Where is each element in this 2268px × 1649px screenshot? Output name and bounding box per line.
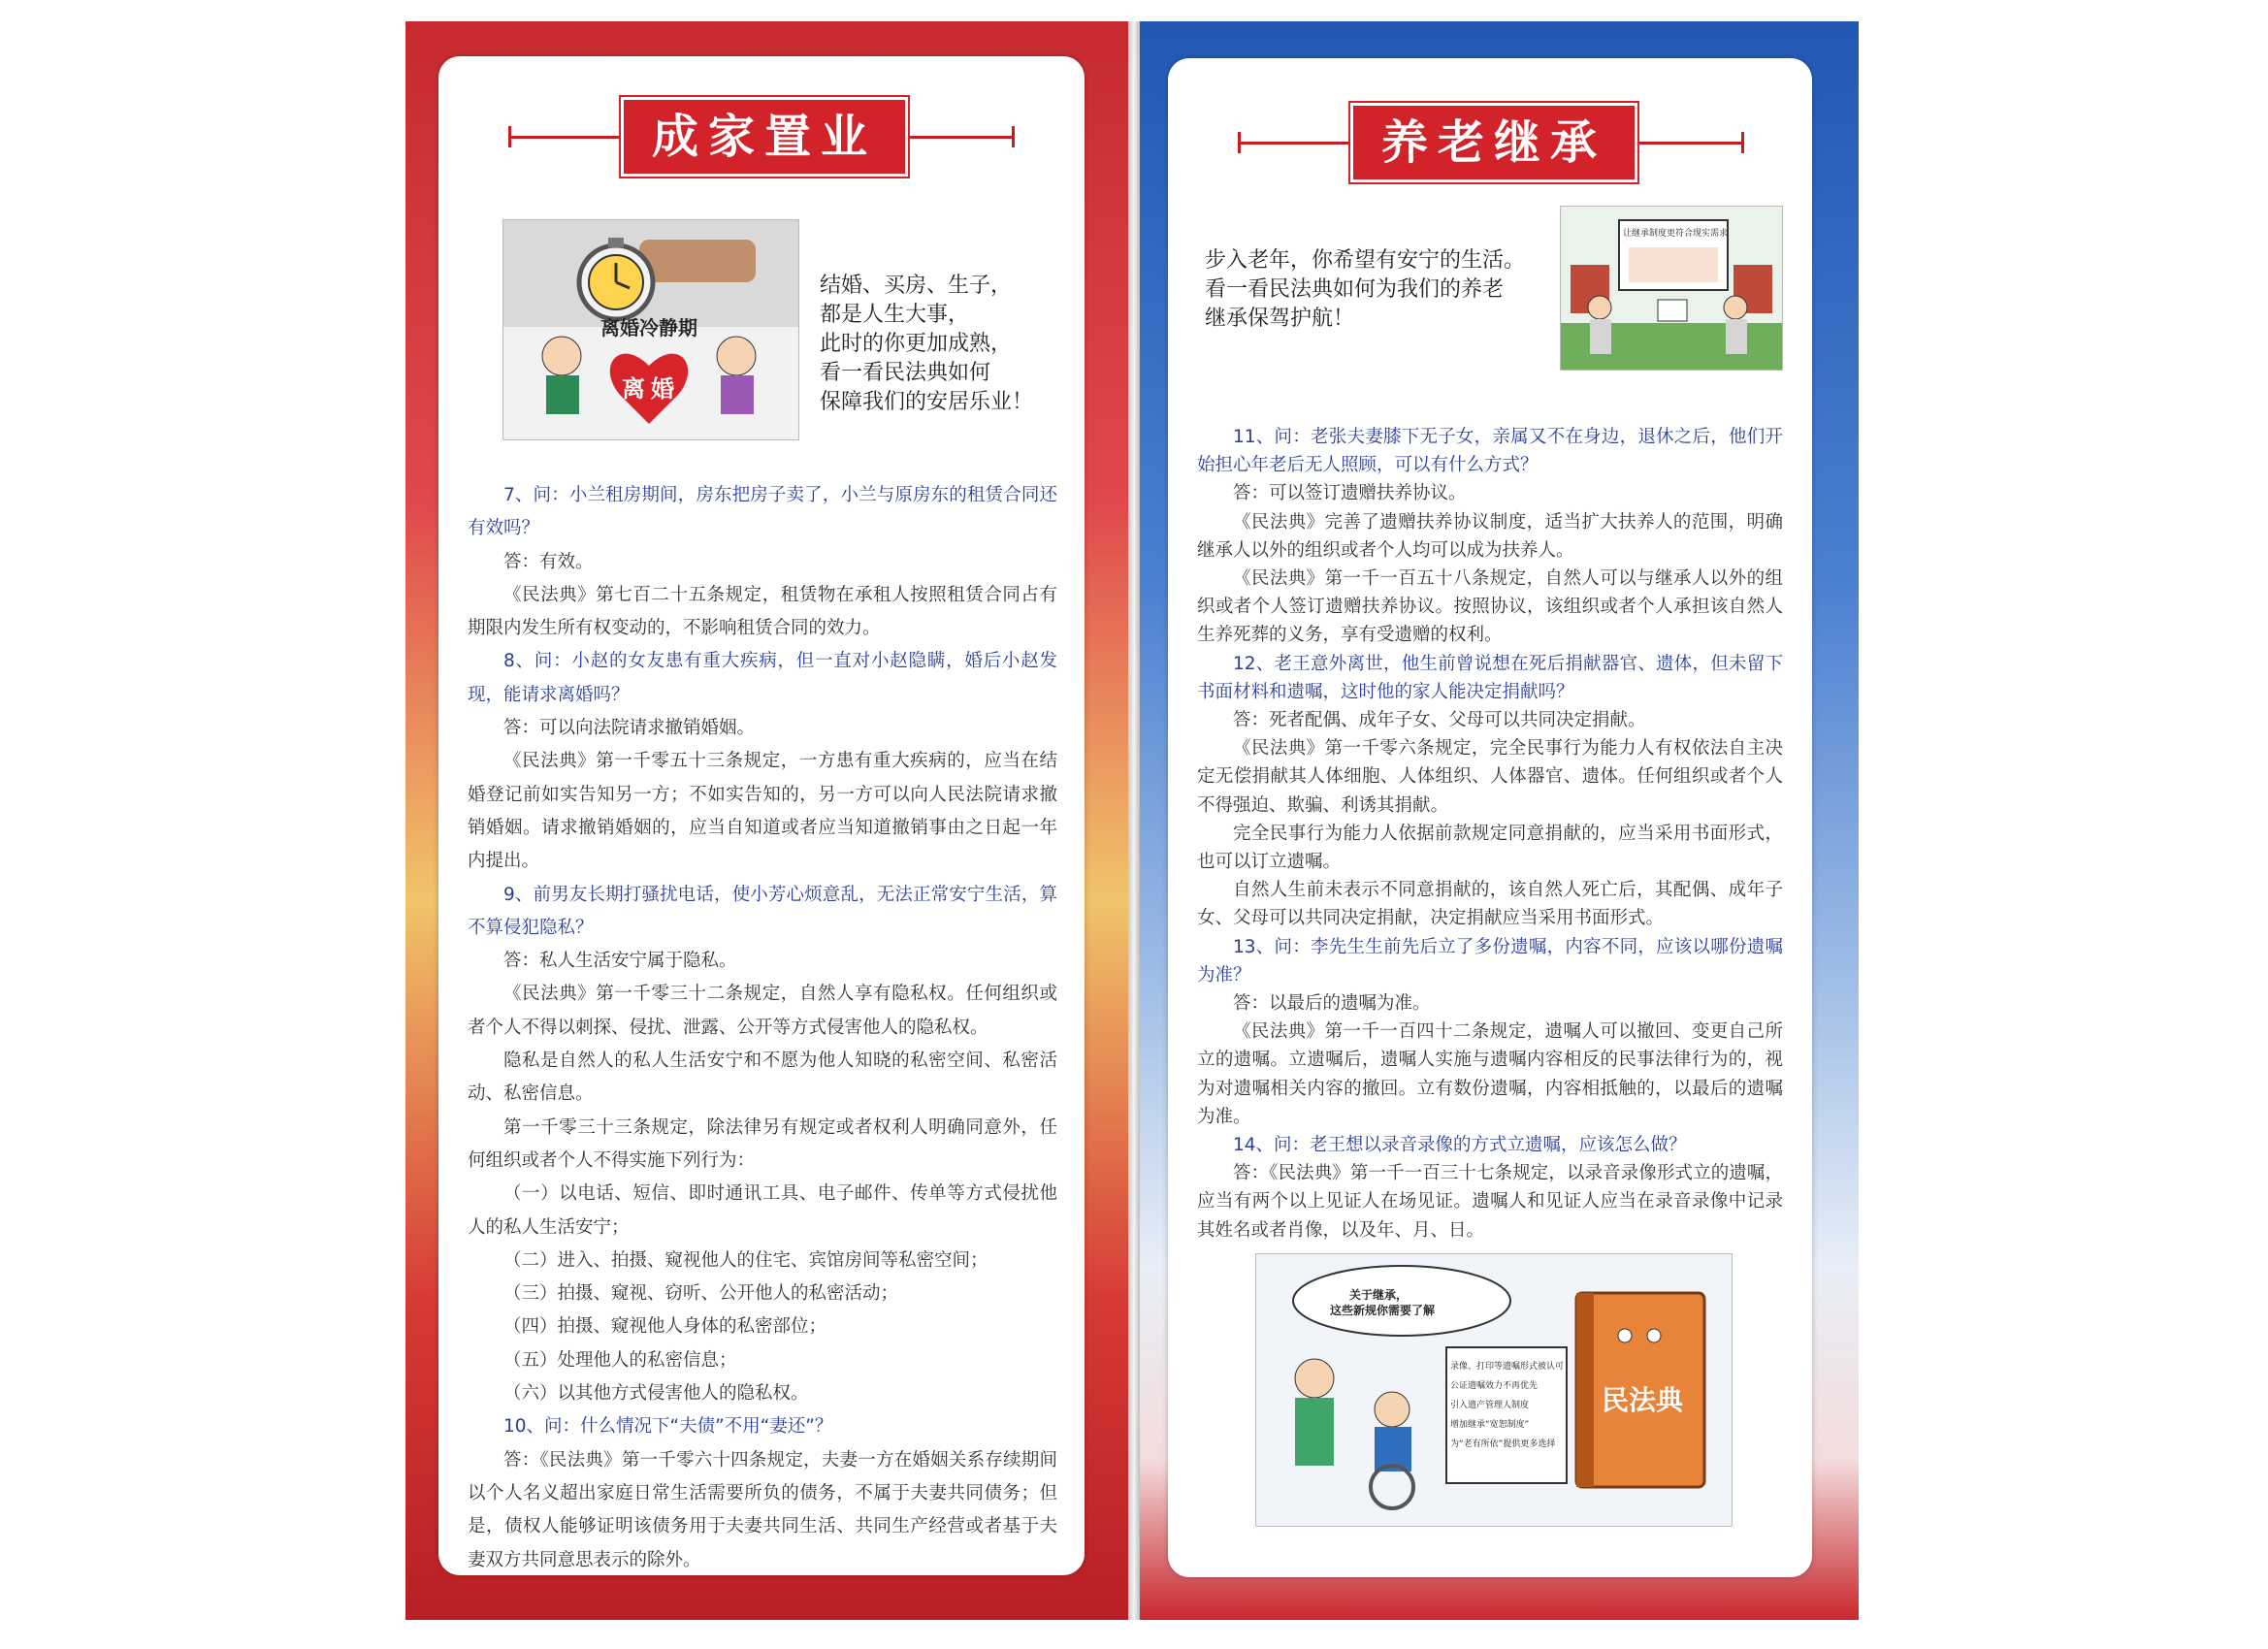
answer-paragraph: （二）进入、拍摄、窥视他人的住宅、宾馆房间等私密空间； — [503, 1249, 988, 1271]
answer-paragraph: 答：《民法典》第一千一百三十七条规定，以录音录像形式立的遗嘱，应当有两个以上见证人在场见证。遗嘱人和见证人应当在录音录像中记录其姓名或者肖像，以及年、月、日。 — [1197, 1163, 1783, 1241]
answer-paragraph: 答：可以签订遗赠扶养协议。 — [1233, 483, 1467, 504]
answer-paragraph: （一）以电话、短信、即时通讯工具、电子邮件、传单等方式侵扰他人的私人生活安宁； — [468, 1183, 1057, 1238]
speech-line-2: 这些新规你需要了解 — [1330, 1304, 1436, 1317]
question-paragraph: 7、问：小兰租房期间，房东把房子卖了，小兰与原房东的租赁合同还有效吗？ — [468, 485, 1057, 539]
answer-paragraph: 第一千零三十三条规定，除法律另有规定或者权利人明确同意外，任何组织或者个人不得实施下列行为： — [468, 1116, 1057, 1171]
answer-paragraph: 自然人生前未表示不同意捐献的，该自然人死亡后，其配偶、成年子女、父母可以共同决定捐献，决定捐献应当采用书面形式。 — [1197, 880, 1783, 929]
brochure — [405, 21, 1859, 1620]
right-intro-line: 步入老年，你希望有安宁的生活。 — [1205, 248, 1526, 273]
left-panel — [438, 56, 1085, 1575]
left-title: 成家置业 — [621, 97, 908, 177]
answer-paragraph: 《民法典》第一千零五十三条规定，一方患有重大疾病的，应当在结婚登记前如实告知另一方；不如实告知的，另一方可以向人民法院请求撤销婚姻。请求撤销婚姻的，应当自知道或者应当知道撤销事由之日起一年内提出。 — [468, 751, 1057, 872]
question-paragraph: 8、问：小赵的女友患有重大疾病，但一直对小赵隐瞒，婚后小赵发现，能请求离婚吗？ — [468, 651, 1057, 705]
left-intro-line: 保障我们的安居乐业！ — [820, 390, 1034, 414]
question-paragraph: 13、问：李先生生前先后立了多份遗嘱，内容不同，应该以哪份遗嘱为准？ — [1197, 936, 1783, 986]
question-paragraph: 14、问：老王想以录音录像的方式立遗嘱，应该怎么做？ — [1233, 1135, 1687, 1156]
speech-line-1: 关于继承， — [1349, 1288, 1409, 1302]
right-panel — [1168, 58, 1812, 1577]
answer-paragraph: 《民法典》第一千一百四十二条规定，遗嘱人可以撤回、变更自己所立的遗嘱。立遗嘱后，遗嘱人实施与遗嘱内容相反的民事法律行为的，视为对遗嘱相关内容的撤回。立有数份遗嘱，内容相抵触的，以最后的遗嘱为准。 — [1197, 1021, 1783, 1127]
divorce-cooling-illustration — [502, 219, 799, 440]
right-intro-line: 看一看民法典如何为我们的养老 — [1205, 277, 1505, 302]
answer-paragraph: 《民法典》第一千一百五十八条规定，自然人可以与继承人以外的组织或者个人签订遗赠扶养协议。按照协议，该组织或者个人承担该自然人生养死葬的义务，享有受遗赠的权利。 — [1197, 568, 1783, 646]
cooling-period-label: 离婚冷静期 — [600, 316, 697, 340]
left-intro-line: 结婚、买房、生子， — [820, 274, 1013, 298]
answer-paragraph: 《民法典》第七百二十五条规定，租赁物在承租人按照租赁合同占有期限内发生所有权变动的，不影响租赁合同的效力。 — [468, 584, 1057, 639]
answer-paragraph: 答：私人生活安宁属于隐私。 — [503, 951, 737, 972]
question-paragraph: 11、问：老张夫妻膝下无子女，亲属又不在身边，退休之后，他们开始担心年老后无人照顾，可以有什么方式？ — [1197, 427, 1783, 476]
answer-paragraph: 《民法典》第一千零三十二条规定，自然人享有隐私权。任何组织或者个人不得以刺探、侵扰、泄露、公开等方式侵害他人的隐私权。 — [468, 984, 1057, 1038]
answer-paragraph: （三）拍摄、窥视、窃听、公开他人的私密活动； — [503, 1283, 899, 1305]
right-title-banner — [1238, 103, 1744, 180]
left-intro-line: 此时的你更加成熟， — [820, 332, 1013, 356]
question-paragraph: 10、问：什么情况下“夫债”不用“妻还”？ — [503, 1416, 833, 1438]
inheritance-illustration-bottom — [1255, 1253, 1733, 1527]
heart-char-1: 离 — [622, 375, 645, 403]
top-illus-caption: 让继承制度更符合现实需求 — [1623, 229, 1729, 239]
board-line-5: 为“老有所依”提供更多选择 — [1450, 1439, 1556, 1449]
question-paragraph: 12、老王意外离世，他生前曾说想在死后捐献器官、遗体，但未留下书面材料和遗嘱，这时他的家人能决定捐献吗？ — [1197, 653, 1783, 702]
board-line-1: 录像、打印等遗嘱形式被认可 — [1450, 1362, 1565, 1372]
inheritance-illustration-top — [1560, 206, 1783, 371]
title-rule-left — [1238, 142, 1364, 145]
answer-paragraph: 隐私是自然人的私人生活安宁和不愿为他人知晓的私密空间、私密活动、私密信息。 — [468, 1051, 1057, 1105]
answer-paragraph: 答：死者配偶、成年子女、父母可以共同决定捐献。 — [1233, 710, 1646, 731]
answer-paragraph: 《民法典》完善了遗赠扶养协议制度，适当扩大扶养人的范围，明确继承人以外的组织或者个人均可以成为扶养人。 — [1197, 511, 1783, 561]
board-line-2: 公证遗嘱效力不再优先 — [1450, 1381, 1539, 1391]
board-line-3: 引入遗产管理人制度 — [1450, 1401, 1530, 1410]
heart-char-2: 婚 — [651, 375, 674, 403]
title-rule-left — [508, 136, 634, 139]
left-qa-content — [468, 479, 1057, 1577]
center-fold — [1128, 21, 1140, 1620]
answer-paragraph: 《民法典》第一千零六条规定，完全民事行为能力人有权依法自主决定无偿捐献其人体细胞、人体组织、人体器官、遗体。任何组织或者个人不得强迫、欺骗、利诱其捐献。 — [1197, 738, 1783, 816]
right-title: 养老继承 — [1350, 103, 1637, 182]
answer-paragraph: （四）拍摄、窥视他人身体的私密部位； — [503, 1316, 827, 1338]
book-title: 民法典 — [1602, 1384, 1684, 1416]
answer-paragraph: 答：有效。 — [503, 551, 594, 572]
answer-paragraph: 完全民事行为能力人依据前款规定同意捐献的，应当采用书面形式，也可以订立遗嘱。 — [1197, 823, 1783, 873]
left-intro — [820, 272, 1072, 417]
board-line-4: 增加继承“宽恕制度” — [1450, 1420, 1530, 1430]
answer-paragraph: 答：可以向法院请求撤销婚姻。 — [503, 718, 756, 739]
answer-paragraph: （六）以其他方式侵害他人的隐私权。 — [503, 1383, 809, 1405]
answer-paragraph: 答：《民法典》第一千零六十四条规定，夫妻一方在婚姻关系存续期间以个人名义超出家庭日常生活需要所负的债务，不属于夫妻共同债务；但是，债权人能够证明该债务用于夫妻共同生活、共同生产经营或者基于夫妻双方共同意思表示的除外。 — [468, 1449, 1057, 1570]
right-qa-content — [1197, 423, 1783, 1245]
left-intro-line: 都是人生大事， — [820, 303, 970, 327]
right-intro-line: 继承保驾护航！ — [1205, 307, 1355, 331]
question-paragraph: 9、前男友长期打骚扰电话，使小芳心烦意乱，无法正常安宁生活，算不算侵犯隐私？ — [468, 884, 1057, 938]
answer-paragraph: （五）处理他人的私密信息； — [503, 1349, 737, 1371]
answer-paragraph: 答：以最后的遗嘱为准。 — [1233, 993, 1431, 1015]
left-intro-line: 看一看民法典如何 — [820, 361, 991, 385]
left-title-banner — [508, 97, 1015, 175]
